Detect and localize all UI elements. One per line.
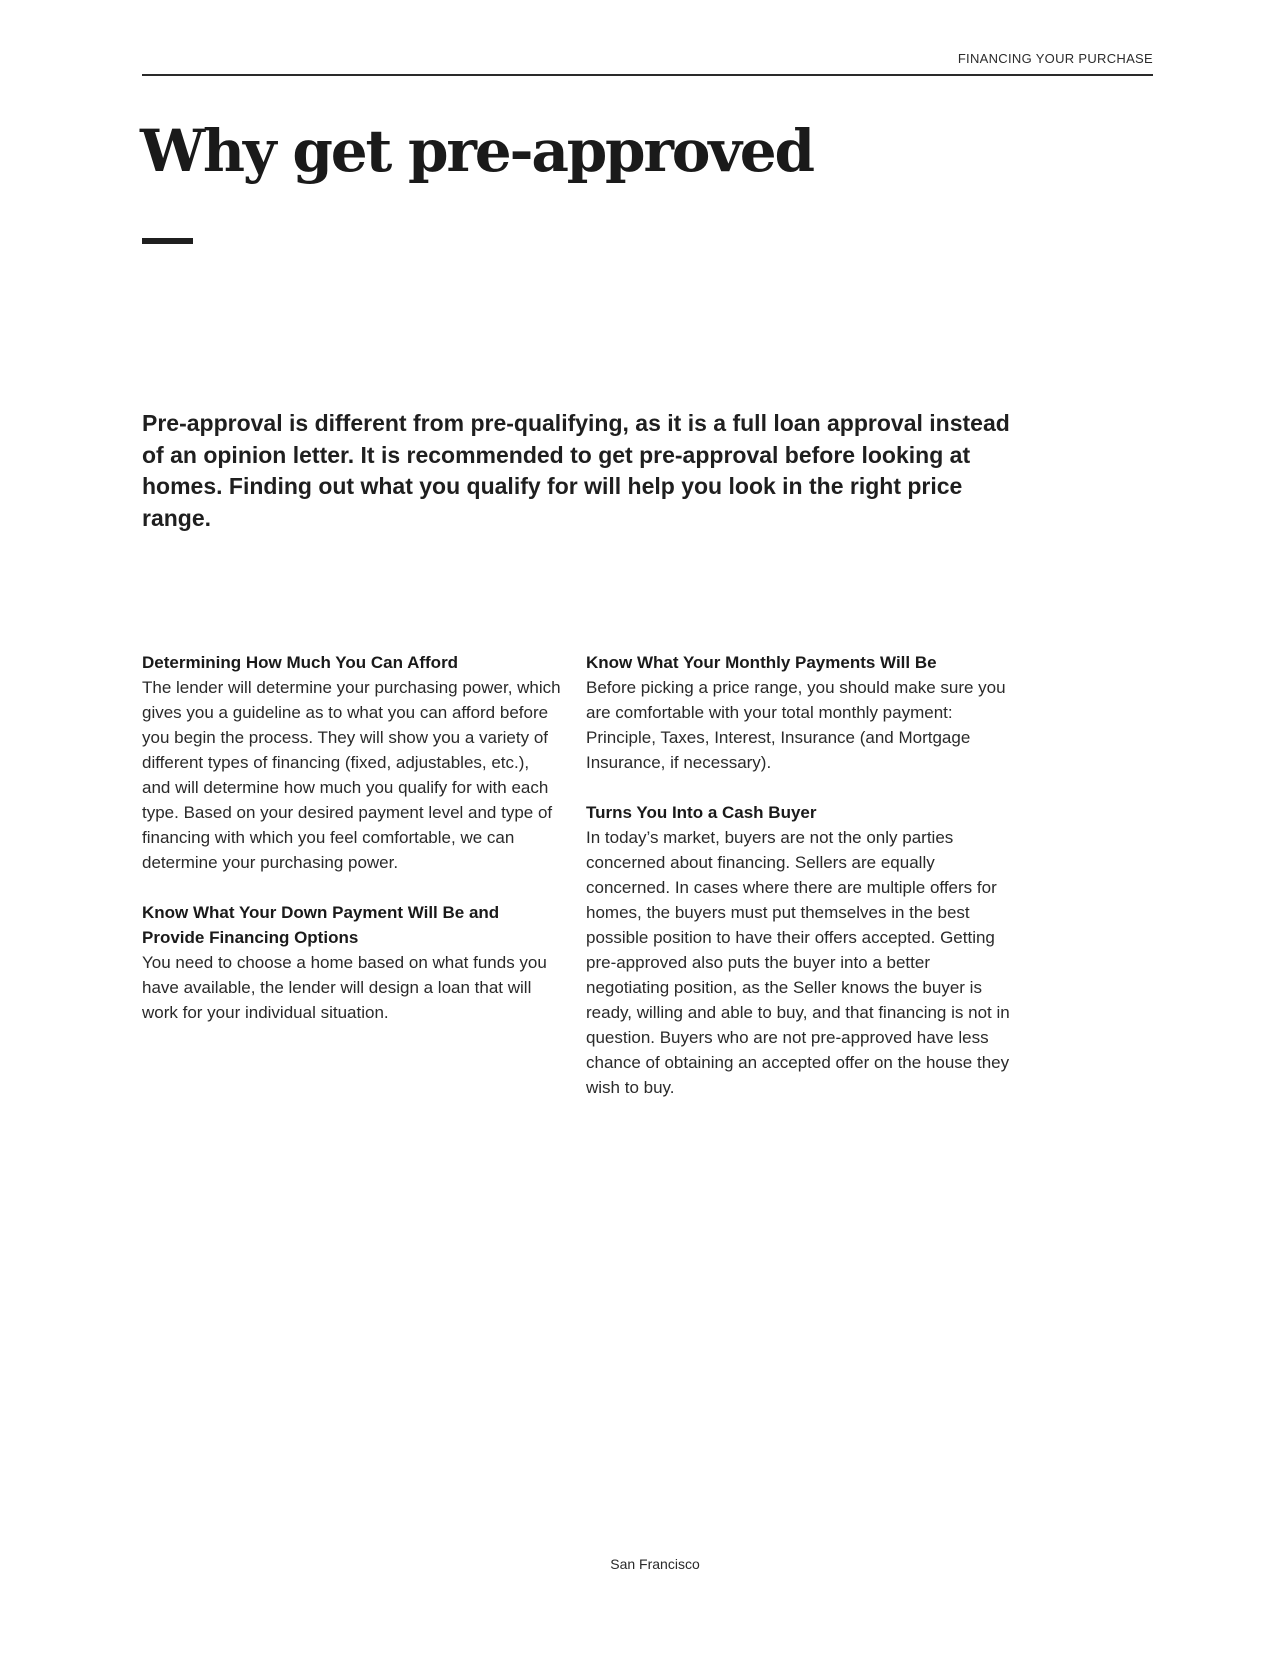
left-column [142, 650, 562, 1050]
footer-location: San Francisco [610, 1556, 700, 1572]
header-divider [142, 74, 1153, 76]
section-header-label: FINANCING YOUR PURCHASE [957, 51, 1153, 66]
section-body: The lender will determine your purchasing power, which gives you a guideline as to what you can afford before you begin the process. They will show you a variety of different types of financing (fixed, adjustables, etc.), and will determine how much you qualify for with each type. Based on your desired payment level and type of financing with which you feel comfortable, we can determine your purchasing power. [142, 678, 561, 872]
section-body: Before picking a price range, you should make sure you are comfortable with your total monthly payment: Principle, Taxes, Interest, Insurance (and Mortgage Insurance, if necessary). [586, 678, 1006, 772]
right-column [586, 650, 1011, 1125]
section-heading: Know What Your Monthly Payments Will Be [586, 653, 937, 672]
section-body: You need to choose a home based on what funds you have available, the lender will design a loan that will work for your individual situation. [142, 953, 547, 1022]
section-monthly-payments [586, 650, 1011, 775]
section-body: In today’s market, buyers are not the only parties concerned about financing. Sellers are equally concerned. In cases where there are multiple offers for homes, the buyers must put themselves in the best possible position to have their offers accepted. Getting pre-approved also puts the buyer into a better negotiating position, as the Seller knows the buyer is ready, willing and able to buy, and that financing is not in question. Buyers who are not pre-approved have less chance of obtaining an accepted offer on the house they wish to buy. [586, 828, 1010, 1097]
section-heading: Know What Your Down Payment Will Be and Provide Financing Options [142, 903, 500, 947]
lead-paragraph: Pre-approval is different from pre-qualifying, as it is a full loan approval instead of an opinion letter. It is recommended to get pre-approval before looking at homes. Finding out what you qualify for will help you look in the right price range. [142, 410, 1010, 531]
section-heading: Determining How Much You Can Afford [142, 653, 459, 672]
section-afford [142, 650, 562, 875]
page-title: Why get pre-approved [140, 117, 813, 185]
section-down-payment [142, 900, 562, 1025]
title-accent-dash [142, 238, 193, 244]
section-heading: Turns You Into a Cash Buyer [586, 803, 817, 822]
section-cash-buyer [586, 800, 1011, 1100]
